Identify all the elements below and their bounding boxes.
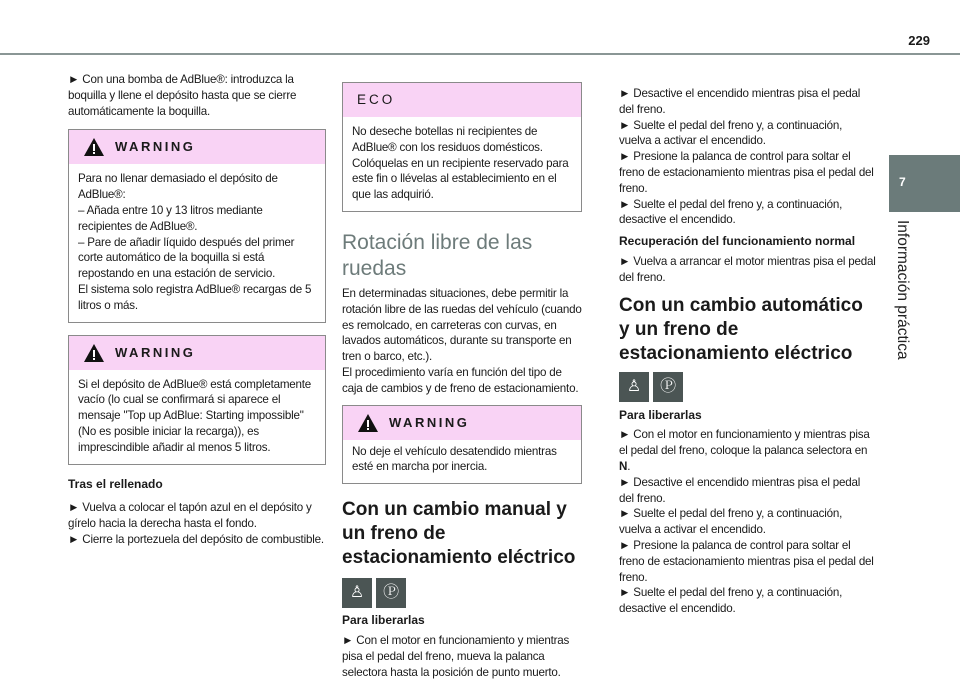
bullet: ► Presione la palanca de control para soltar el freno de estacionamiento mientras pisa el pedal del freno. [619,150,874,195]
chapter-tab[interactable]: 7 [889,155,960,212]
warning-text: Si el depósito de AdBlue® está completamente vacío (lo cual se confirmará si aparece el mensaje "Top up AdBlue: Starting impossible" (No es posible iniciar la recarga)), es imprescindible añadir al menos 5 litros. [78,377,312,454]
eco-title: ECO [343,83,581,117]
warning-icon [83,137,105,157]
bullet: ► Suelte el pedal del freno y, a continuación, desactive el encendido. [619,586,843,616]
warning-title: WARNING [115,344,196,360]
warning-text: No deje el vehículo desatendido mientras esté en marcha por inercia. [352,444,557,474]
column-3 [619,86,877,617]
warning-box-coasting [342,405,582,485]
chapter-title: Información práctica [894,220,911,360]
automatic-gearbox-heading: Con un cambio automático y un freno de estacionamiento eléctrico [619,294,863,364]
intro-text: ► Con una bomba de AdBlue®: introduzca la boquilla y llene el depósito hasta que se cierre automáticamente la boquilla. [68,73,297,118]
bullet: ► Presione la palanca de control para soltar el freno de estacionamiento mientras pisa el pedal del freno. [619,538,874,584]
gear-selector-icon: ♙ [619,372,649,402]
parking-brake-icon: Ⓟ [376,578,406,608]
warning-line: El sistema solo registra AdBlue® recargas de 5 litros o más. [78,282,312,312]
release-heading: Para liberarlas [619,407,702,422]
bullet: ► Vuelva a colocar el tapón azul en el depósito y gírelo hacia la derecha hasta el fondo. [68,501,312,531]
bullet: ► Desactive el encendido mientras pisa el pedal del freno. [619,475,861,505]
bullet: ► Con el motor en funcionamiento y mientras pisa el pedal del freno, mueva la palanca selectora hasta la posición de punto muerto. [342,633,570,679]
bullet-text-end: . [627,459,631,473]
warning-line: – Pare de añadir líquido después del primer corte automático de la boquilla si está repostando en una estación de servicio. [78,235,295,281]
warning-icon [83,343,105,363]
manual-gearbox-heading: Con un cambio manual y un freno de estacionamiento eléctrico [342,499,576,569]
gear-position-n: N [619,459,628,473]
eco-line: Colóquelas en un recipiente reservado para este fin o llévelas al establecimiento en el que las adquirió. [352,156,569,202]
page-number: 229 [908,33,930,48]
warning-title: WARNING [115,139,196,155]
bullet: ► Suelte el pedal del freno y, a continuación, vuelva a activar el encendido. [619,507,843,537]
paragraph: En determinadas situaciones, debe permitir la rotación libre de las ruedas del vehículo (cuando es remolcado, en carreteras con curvas, en lavados automáticos, durante su transporte en tren o barco, etc.). [342,286,582,364]
bullet [619,427,877,474]
bullet: ► Desactive el encendido mientras pisa el pedal del freno. [619,87,861,116]
release-heading: Para liberarlas [342,613,425,628]
after-refill-heading: Tras el rellenado [68,476,163,491]
icon-row [342,578,582,608]
warning-title: WARNING [389,414,470,430]
warning-icon [357,413,379,433]
column-1 [68,72,326,548]
paragraph: El procedimiento varía en función del tipo de caja de cambios y de freno de estacionamiento. [342,365,579,395]
bullet: ► Vuelva a arrancar el motor mientras pisa el pedal del freno. [619,254,876,284]
bullet: ► Suelte el pedal del freno y, a continuación, vuelva a activar el encendido. [619,118,843,148]
warning-box-overfill [68,129,326,322]
column-2 [342,82,582,680]
warning-line: Para no llenar demasiado el depósito de AdBlue®: [78,172,278,202]
bullet: ► Cierre la portezuela del depósito de combustible. [68,532,324,546]
eco-line: No deseche botellas ni recipientes de AdBlue® con los residuos domésticos. [352,125,543,154]
eco-box [342,82,582,212]
header-divider [0,53,960,55]
warning-line: – Añada entre 10 y 13 litros mediante recipientes de AdBlue®. [78,203,263,233]
warning-box-empty-tank [68,335,326,465]
parking-brake-icon: Ⓟ [653,372,683,402]
icon-row [619,372,877,402]
recovery-heading: Recuperación del funcionamiento normal [619,234,856,249]
bullet: ► Suelte el pedal del freno y, a continuación, desactive el encendido. [619,197,843,227]
bullet-text: ► Con el motor en funcionamiento y mientras pisa el pedal del freno, coloque la palanca selectora en [619,428,870,458]
section-heading-free-wheel: Rotación libre de las ruedas [342,230,533,280]
gear-lever-icon: ♙ [342,578,372,608]
